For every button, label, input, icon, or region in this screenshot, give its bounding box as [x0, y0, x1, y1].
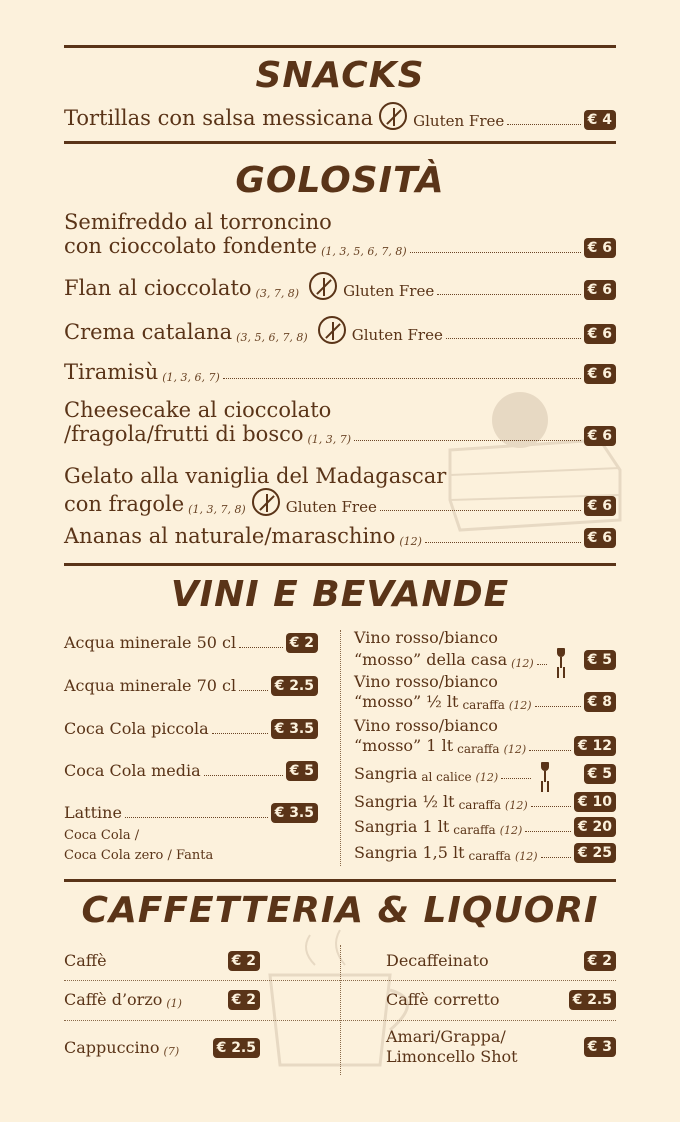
allergens: (12) [475, 771, 499, 784]
dot-leader [529, 750, 571, 751]
dot-leader [425, 542, 581, 543]
item-name: Flan al cioccolato [64, 276, 252, 300]
menu-item [64, 464, 616, 516]
dot-leader [212, 733, 268, 734]
column-divider [340, 945, 341, 1075]
price-badge: € 4 [584, 110, 616, 130]
menu-item [64, 272, 616, 300]
allergens: (12) [508, 699, 532, 712]
item-name: Coca Cola media [64, 761, 201, 780]
menu-item [354, 792, 616, 812]
menu-item [64, 316, 616, 344]
price-badge: € 5 [286, 761, 318, 781]
section-rule [64, 141, 616, 144]
dot-leader [437, 294, 580, 295]
price-badge: € 2 [584, 951, 616, 971]
wine-glass-icon [556, 648, 566, 670]
item-name-line1: Cheesecake al cioccolato [64, 398, 332, 422]
menu-item [386, 990, 616, 1010]
item-name: Ananas al naturale/maraschino [64, 524, 396, 548]
item-name: Caffè [64, 951, 107, 970]
dot-leader [541, 857, 571, 858]
dot-leader [531, 806, 571, 807]
dot-leader [501, 778, 531, 779]
row-divider [64, 980, 616, 981]
gluten-free-label: Gluten Free [285, 498, 377, 516]
price-badge: € 2 [228, 951, 260, 971]
menu-item [354, 843, 616, 863]
item-name-line2: /fragola/frutti di bosco [64, 422, 304, 446]
item-name: Sangria 1 lt [354, 817, 450, 836]
price-badge: € 6 [584, 528, 616, 548]
menu-item [64, 1038, 260, 1058]
item-name-line2: “mosso” 1 lt [354, 736, 454, 755]
price-badge: € 25 [574, 843, 616, 863]
allergens: (7) [163, 1045, 180, 1058]
dot-leader [535, 706, 581, 707]
price-badge: € 12 [574, 736, 616, 756]
menu-item [64, 398, 616, 446]
item-name: Sangria 1,5 lt [354, 843, 465, 862]
dot-leader [507, 124, 580, 125]
item-name-line1: Semifreddo al torroncino [64, 210, 332, 234]
menu-page [64, 0, 616, 1122]
item-name-line2: “mosso” ½ lt [354, 692, 459, 711]
item-name: Caffè d’orzo [64, 990, 163, 1009]
wine-glass-icon [540, 762, 550, 784]
price-badge: € 5 [584, 764, 616, 784]
menu-item [64, 633, 318, 653]
allergens: (1) [166, 997, 182, 1010]
price-badge: € 6 [584, 364, 616, 384]
price-badge: € 6 [584, 238, 616, 258]
menu-item [354, 628, 616, 670]
item-name-line1: Gelato alla vaniglia del Madagascar [64, 464, 447, 488]
section-title-vini: VINI E BEVANDE [170, 574, 510, 615]
menu-item [64, 210, 616, 258]
gluten-free-label: Gluten Free [413, 112, 505, 130]
dot-leader [125, 817, 268, 818]
price-badge: € 3.5 [271, 803, 318, 823]
allergens: (1, 3, 7, 8) [188, 503, 246, 516]
dot-leader [354, 440, 581, 441]
allergens: (12) [399, 535, 422, 548]
price-badge: € 5 [584, 650, 616, 670]
section-rule [64, 563, 616, 566]
menu-item [64, 990, 260, 1010]
price-badge: € 6 [584, 496, 616, 516]
item-name: Acqua minerale 50 cl [64, 633, 237, 652]
dot-leader [223, 378, 581, 379]
item-name: Lattine [64, 803, 122, 822]
price-badge: € 2.5 [271, 676, 318, 696]
item-name: Tiramisù [64, 360, 159, 384]
price-badge: € 3.5 [271, 719, 318, 739]
item-name: Cappuccino [64, 1038, 160, 1057]
item-subtext: Coca Cola / [64, 828, 140, 843]
allergens: (1, 3, 6, 7) [162, 371, 220, 384]
item-name: Tortillas con salsa messicana [64, 106, 374, 130]
menu-item [354, 716, 616, 756]
column-divider [340, 630, 341, 866]
price-badge: € 10 [574, 792, 616, 812]
item-subtext: Coca Cola zero / Fanta [64, 848, 214, 863]
dot-leader [380, 510, 581, 511]
item-name: Decaffeinato [386, 951, 489, 970]
price-badge: € 6 [584, 426, 616, 446]
item-name-line2: con fragole [64, 492, 185, 516]
allergens: (1, 3, 7) [307, 433, 352, 446]
section-rule [64, 879, 616, 882]
menu-item [354, 672, 616, 712]
allergens: (12) [514, 850, 538, 863]
menu-item [64, 360, 616, 384]
dot-leader [239, 647, 283, 648]
menu-item [64, 951, 260, 971]
price-badge: € 2.5 [569, 990, 616, 1010]
allergens: (12) [499, 824, 523, 837]
allergens: (3, 5, 6, 7, 8) [236, 331, 308, 344]
item-tag: al calice [421, 770, 472, 784]
item-name-line1: Vino rosso/bianco [354, 716, 498, 735]
price-badge: € 2.5 [213, 1038, 260, 1058]
item-name-line2: con cioccolato fondente [64, 234, 318, 258]
item-name: Acqua minerale 70 cl [64, 676, 237, 695]
price-badge: € 6 [584, 280, 616, 300]
dot-leader [410, 252, 581, 253]
price-badge: € 20 [574, 817, 616, 837]
item-tag: caraffa [462, 698, 505, 712]
menu-item [64, 719, 318, 739]
menu-item [386, 951, 616, 971]
item-name: Coca Cola piccola [64, 719, 209, 738]
price-badge: € 3 [584, 1037, 616, 1057]
item-name-line1: Vino rosso/bianco [354, 628, 498, 647]
dot-leader [239, 690, 267, 691]
menu-item [354, 762, 616, 784]
item-name-line2: Limoncello Shot [386, 1047, 518, 1066]
item-tag: caraffa [458, 798, 502, 812]
item-tag: caraffa [453, 823, 496, 837]
section-title-snacks: SNACKS [255, 55, 425, 96]
price-badge: € 8 [584, 692, 616, 712]
section-title-caffetteria: CAFFETTERIA & LIQUORI [81, 890, 599, 931]
allergens: (3, 7, 8) [255, 287, 300, 300]
allergens: (12) [503, 743, 527, 756]
section-rule [64, 45, 616, 48]
menu-item [64, 761, 318, 781]
item-tag: caraffa [457, 742, 500, 756]
dot-leader [525, 831, 571, 832]
item-name: Crema catalana [64, 320, 233, 344]
menu-item [64, 102, 616, 130]
section-title-golosita: GOLOSITÀ [235, 160, 445, 201]
item-name: Caffè corretto [386, 990, 500, 1009]
gluten-free-icon [318, 316, 346, 344]
menu-item [386, 1027, 616, 1067]
item-name-line2: “mosso” della casa [354, 650, 508, 669]
item-name: Sangria [354, 764, 418, 783]
allergens: (12) [511, 657, 534, 670]
gluten-free-label: Gluten Free [343, 282, 435, 300]
menu-item [354, 817, 616, 837]
item-tag: caraffa [468, 849, 511, 863]
menu-item [64, 676, 318, 696]
item-name: Sangria ½ lt [354, 792, 455, 811]
dot-leader [537, 664, 547, 665]
price-badge: € 2 [228, 990, 260, 1010]
price-badge: € 2 [286, 633, 318, 653]
menu-item [64, 524, 616, 548]
allergens: (1, 3, 5, 6, 7, 8) [321, 245, 407, 258]
allergens: (12) [505, 799, 528, 812]
row-divider [64, 1020, 616, 1021]
price-badge: € 6 [584, 324, 616, 344]
item-name-line1: Vino rosso/bianco [354, 672, 498, 691]
gluten-free-label: Gluten Free [351, 326, 443, 344]
menu-item [64, 803, 318, 823]
gluten-free-icon [252, 488, 280, 516]
item-name-line1: Amari/Grappa/ [386, 1027, 506, 1046]
dot-leader [446, 338, 581, 339]
dot-leader [204, 775, 283, 776]
gluten-free-icon [379, 102, 407, 130]
gluten-free-icon [309, 272, 337, 300]
